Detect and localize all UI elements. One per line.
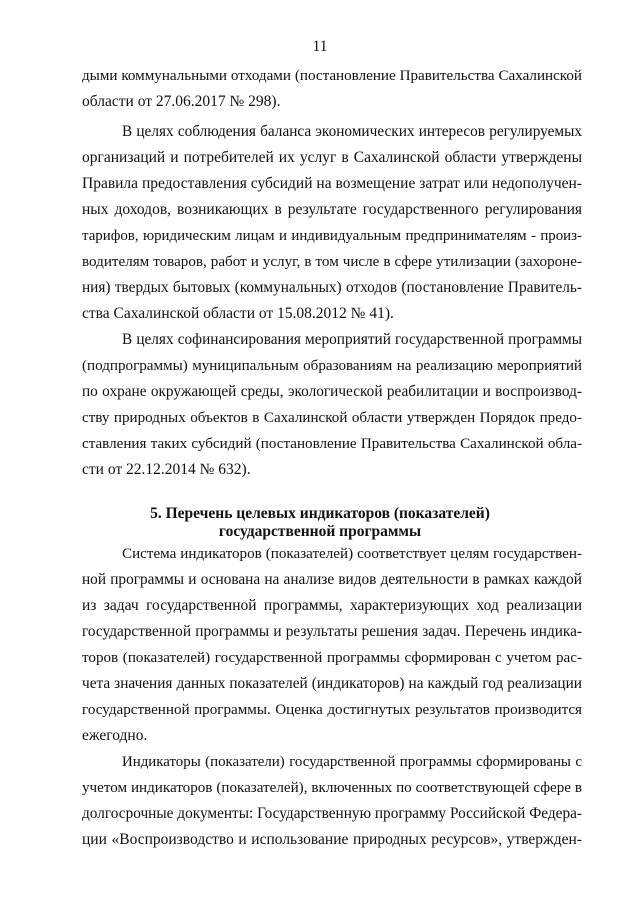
paragraph-line: ции «Воспроизводство и использование природных ресурсов», утвержден- [82,831,582,848]
paragraph-line: государственной программы и результаты решения задач. Перечень индика- [82,623,582,640]
paragraph-line: торов (показателей) государственной программы сформирован с учетом рас- [82,650,582,666]
paragraph-line: ставления таких субсидий (постановление Правительства Сахалинской обла- [82,436,582,452]
paragraph-line: ния) твердых бытовых (коммунальных) отходов (постановление Правитель- [82,279,582,296]
section-heading-line1: 5. Перечень целевых индикаторов (показателей) [150,505,490,522]
paragraph-line: Система индикаторов (показателей) соответствует целям государствен- [122,546,582,562]
paragraph-line: тарифов, юридическим лицам и индивидуальным предпринимателям - произ- [82,228,582,244]
paragraph-line: чета значения данных показателей (индикаторов) на каждый год реализации [82,675,582,692]
section-heading-line2: государственной программы [218,523,422,540]
paragraph-line: организаций и потребителей их услуг в Сахалинской области утверждены [82,149,582,166]
paragraph-line: государственной программы. Оценка достигнутых результатов производится [82,702,582,718]
paragraph-line: водителям товаров, работ и услуг, в том числе в сфере утилизации (захороне- [82,254,582,270]
paragraph-line: дыми коммунальными отходами (постановление Правительства Сахалинской [82,68,582,84]
paragraph-line: области от 27.06.2017 № 298). [82,93,281,110]
paragraph-line: учетом индикаторов (показателей), включенных по соответствующей сфере в [82,780,582,796]
page-number: 11 [312,38,328,55]
paragraph-line: ных доходов, возникающих в результате государственного регулирования [82,201,582,218]
paragraph-line: (подпрограммы) муниципальным образованиям на реализацию мероприятий [82,358,582,374]
paragraph-line: ежегодно. [82,727,148,744]
paragraph-line: В целях соблюдения баланса экономических интересов регулируемых [122,123,582,140]
paragraph-line: ства Сахалинской области от 15.08.2012 № 41). [82,305,394,322]
paragraph-line: ству природных объектов в Сахалинской области утвержден Порядок предо- [82,410,582,426]
paragraph-line: сти от 22.12.2014 № 632). [82,461,251,478]
paragraph-line: по охране окружающей среды, экологической реабилитации и воспроизвод- [82,383,582,400]
paragraph-line: из задач государственной программы, характеризующих ход реализации [82,597,582,614]
paragraph-line: В целях софинансирования мероприятий государственной программы [122,331,582,348]
paragraph-line: ной программы и основана на анализе видов деятельности в рамках каждой [82,571,582,588]
paragraph-line: Правила предоставления субсидий на возмещение затрат или недополучен- [82,175,582,192]
paragraph-line: Индикаторы (показатели) государственной программы сформированы с [122,754,582,770]
paragraph-line: долгосрочные документы: Государственную программу Российской Федера- [82,805,582,822]
